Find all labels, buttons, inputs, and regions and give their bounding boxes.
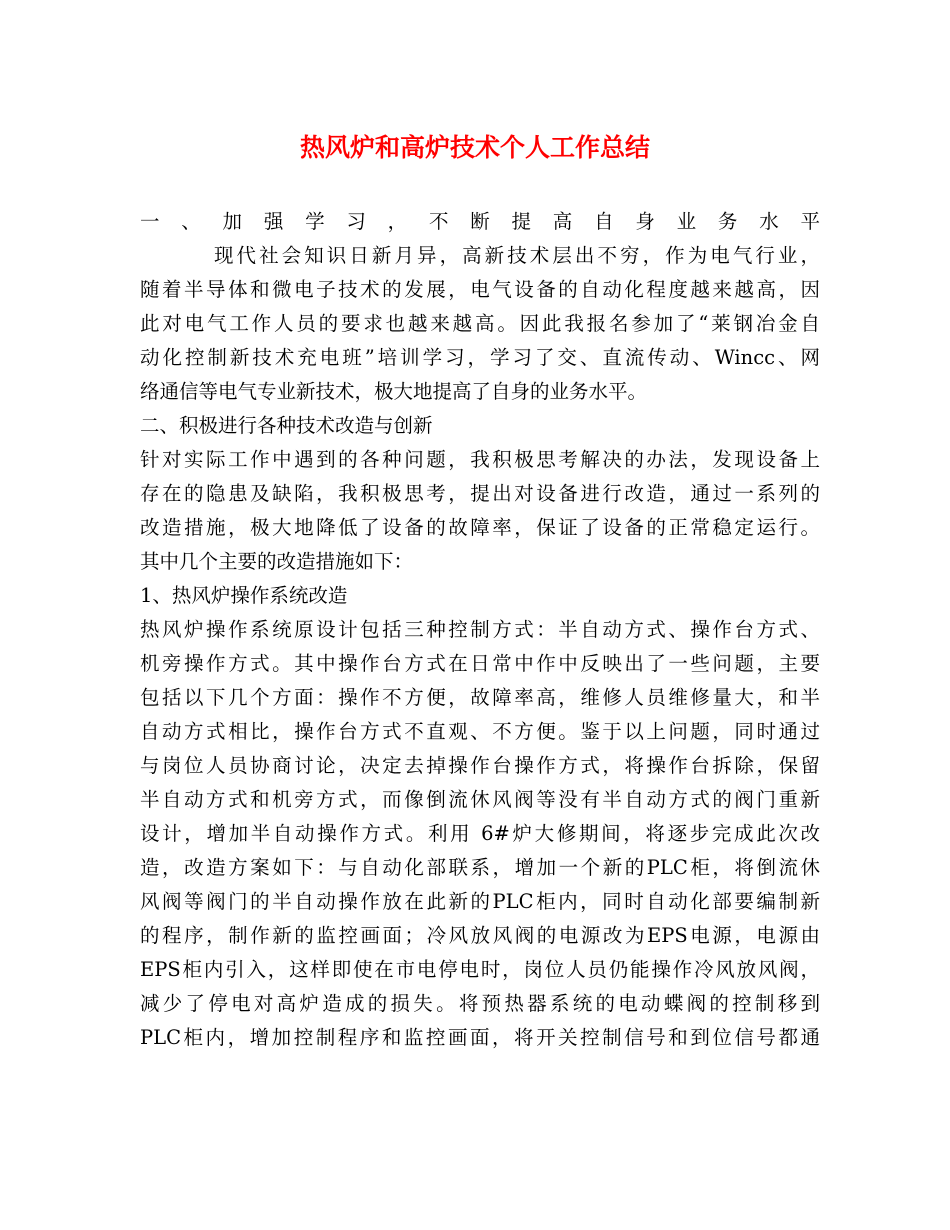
paragraph-line: 此对电气工作人员的要求也越来越高。因此我报名参加了“莱钢冶金自: [140, 312, 820, 335]
section-heading: 一、加强学习，不断提高自身业务水平: [140, 210, 820, 233]
document-title: 热风炉和高炉技术个人工作总结: [299, 133, 650, 162]
paragraph-line: 机旁操作方式。其中操作台方式在日常中作中反映出了一些问题，主要: [140, 652, 820, 675]
paragraph-line: 造，改造方案如下：与自动化部联系，增加一个新的PLC柜，将倒流休: [140, 856, 820, 879]
paragraph-line: 热风炉操作系统原设计包括三种控制方式：半自动方式、操作台方式、: [140, 618, 820, 641]
paragraph-line: 自动方式相比，操作台方式不直观、不方便。鉴于以上问题，同时通过: [140, 720, 820, 743]
subsection-heading: 1、热风炉操作系统改造: [140, 584, 348, 607]
paragraph-line: 现代社会知识日新月异，高新技术层出不穷，作为电气行业，: [214, 244, 820, 267]
paragraph-line: 动化控制新技术充电班”培训学习，学习了交、直流传动、Wincc、网: [140, 346, 820, 369]
paragraph-line: 随着半导体和微电子技术的发展，电气设备的自动化程度越来越高，因: [140, 278, 820, 301]
paragraph-line: 络通信等电气专业新技术，极大地提高了自身的业务水平。: [140, 380, 648, 403]
paragraph-line: 减少了停电对高炉造成的损失。将预热器系统的电动蝶阀的控制移到: [140, 992, 820, 1015]
paragraph-line: 风阀等阀门的半自动操作放在此新的PLC柜内，同时自动化部要编制新: [140, 890, 820, 913]
paragraph-line: 存在的隐患及缺陷，我积极思考，提出对设备进行改造，通过一系列的: [140, 482, 820, 505]
paragraph-line: 针对实际工作中遇到的各种问题，我积极思考解决的办法，发现设备上: [140, 448, 820, 471]
paragraph-line: 与岗位人员协商讨论，决定去掉操作台操作方式，将操作台拆除，保留: [140, 754, 820, 777]
paragraph-line: 其中几个主要的改造措施如下：: [140, 550, 414, 573]
document-body: [140, 205, 820, 1055]
paragraph-line: 半自动方式和机旁方式，而像倒流休风阀等没有半自动方式的阀门重新: [140, 788, 820, 811]
paragraph-line: 改造措施，极大地降低了设备的故障率，保证了设备的正常稳定运行。: [140, 516, 820, 539]
paragraph-line: PLC柜内，增加控制程序和监控画面，将开关控制信号和到位信号都通: [140, 1026, 820, 1049]
paragraph-line: 的程序，制作新的监控画面；冷风放风阀的电源改为EPS电源，电源由: [140, 924, 820, 947]
paragraph-line: 设计，增加半自动操作方式。利用 6#炉大修期间，将逐步完成此次改: [140, 822, 820, 845]
section-heading: 二、积极进行各种技术改造与创新: [140, 414, 433, 437]
paragraph-line: 包括以下几个方面：操作不方便，故障率高，维修人员维修量大，和半: [140, 686, 820, 709]
paragraph-line: EPS柜内引入，这样即使在市电停电时，岗位人员仍能操作冷风放风阀，: [140, 958, 820, 981]
